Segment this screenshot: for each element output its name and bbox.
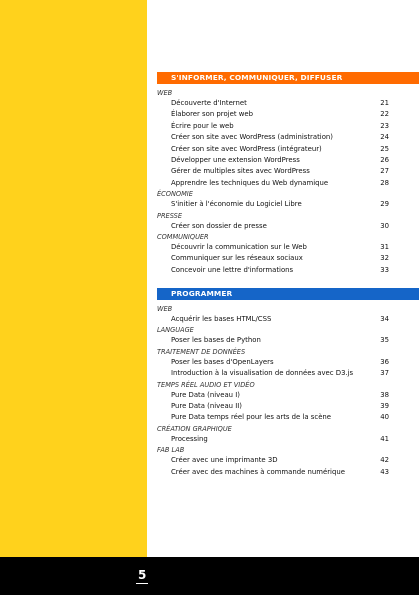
toc-entry[interactable] [157, 121, 419, 132]
toc-entry-label: Découverte d'Internet [171, 99, 247, 107]
page-number: 5 [138, 568, 147, 582]
toc-entry-page-number: 33 [380, 265, 389, 274]
toc-entry[interactable] [157, 253, 419, 264]
toc-entry-page-number: 35 [380, 336, 389, 345]
toc-entry-page-number: 38 [380, 390, 389, 399]
toc-entry-page-number: 39 [380, 402, 389, 411]
toc-entry-page-number: 32 [380, 254, 389, 263]
toc-entry-label: Découvrir la communication sur le Web [171, 242, 307, 251]
toc-entry-page-number: 29 [380, 200, 389, 209]
toc-entry-label: Écrire pour le web [171, 121, 234, 130]
toc-entry[interactable] [157, 242, 419, 253]
toc-entry-page-number: 27 [380, 167, 389, 176]
toc-entry-label: Introduction à la visualisation de données avec D3.js [171, 369, 354, 378]
toc-entry-label: Élaborer son projet web [171, 110, 253, 119]
toc-entry-page-number: 41 [380, 434, 389, 443]
page-footer [0, 557, 419, 595]
toc-entry-label: Créer avec des machines à commande numérique [171, 467, 345, 476]
toc-entry-label: Apprendre les techniques du Web dynamique [171, 178, 329, 187]
category-label: ÉCONOMIE [157, 190, 193, 199]
toc-entry-label: Créer son site avec WordPress (administration) [171, 133, 333, 142]
toc-entry-page-number: 22 [380, 110, 389, 119]
toc-entry[interactable] [157, 455, 419, 466]
toc-entry[interactable] [157, 265, 419, 276]
toc-entry-label: Pure Data temps réel pour les arts de la scène [171, 413, 332, 422]
toc-entry-label: Acquérir les bases HTML/CSS [171, 315, 272, 324]
toc-entry-label: Concevoir une lettre d'informations [171, 265, 294, 274]
category-label: CRÉATION GRAPHIQUE [157, 424, 232, 433]
toc-entry-page-number: 24 [380, 133, 389, 142]
toc-entry-page-number: 42 [380, 456, 389, 465]
toc-entry-label: Pure Data (niveau II) [171, 402, 242, 411]
toc-entry-page-number: 21 [380, 99, 389, 107]
toc-entry-label: Développer une extension WordPress [171, 155, 300, 164]
toc-entry[interactable] [157, 314, 419, 325]
toc-entry[interactable] [157, 155, 419, 166]
toc-entry-label: Créer avec une imprimante 3D [171, 456, 278, 465]
toc-entry-page-number: 28 [380, 178, 389, 187]
category-label: WEB [157, 305, 173, 314]
toc-entry-page-number: 36 [380, 357, 389, 366]
toc-entry[interactable] [157, 368, 419, 379]
toc-entry-page-number: 40 [380, 413, 389, 422]
toc-entry-label: Pure Data (niveau I) [171, 390, 240, 399]
section-header: S'INFORMER, COMMUNIQUER, DIFFUSER [157, 72, 419, 84]
toc-entry-page-number: 31 [380, 242, 389, 251]
toc-entry-label: Poser les bases de Python [171, 336, 261, 345]
toc-entry[interactable] [157, 199, 419, 210]
category-label: LANGUAGE [157, 326, 194, 335]
toc-entry-page-number: 30 [380, 221, 389, 230]
toc-entry-page-number: 34 [380, 315, 389, 324]
toc-entry[interactable] [157, 109, 419, 120]
toc-entry-label: Créer son site avec WordPress (intégrateur) [171, 144, 322, 153]
category-label: FAB LAB [157, 446, 185, 455]
section-spacer [157, 276, 419, 288]
toc-entry[interactable] [157, 357, 419, 368]
toc-entry-page-number: 25 [380, 144, 389, 153]
yellow-side-panel [0, 0, 147, 557]
toc-entry[interactable] [157, 98, 419, 109]
toc-entry-page-number: 43 [380, 467, 389, 476]
toc-entry[interactable] [157, 335, 419, 346]
toc-entry[interactable] [157, 221, 419, 232]
toc-entry-label: Poser les bases d'OpenLayers [171, 357, 274, 366]
toc-entry-page-number: 37 [380, 369, 389, 378]
toc-entry-page-number: 23 [380, 121, 389, 130]
toc-entry[interactable] [157, 434, 419, 445]
toc-entry[interactable] [157, 390, 419, 401]
toc-entry[interactable] [157, 178, 419, 189]
toc-entry-label: Créer son dossier de presse [171, 221, 267, 230]
toc-entry[interactable] [157, 467, 419, 478]
toc-entry[interactable] [157, 132, 419, 143]
category-label: TRAITEMENT DE DONNÉES [157, 347, 246, 356]
toc-entry[interactable] [157, 166, 419, 177]
toc-entry[interactable] [157, 412, 419, 423]
toc-entry-page-number: 26 [380, 155, 389, 164]
toc-entry-label: Communiquer sur les réseaux sociaux [171, 254, 303, 263]
table-of-contents [157, 72, 419, 478]
section-header: PROGRAMMER [157, 288, 419, 300]
category-label: COMMUNIQUER [157, 232, 209, 241]
toc-entry-label: S'initier à l'économie du Logiciel Libre [171, 200, 302, 209]
toc-entry[interactable] [157, 401, 419, 412]
toc-entry[interactable] [157, 144, 419, 155]
toc-entry-label: Gérer de multiples sites avec WordPress [171, 167, 310, 176]
category-label: PRESSE [157, 211, 183, 220]
toc-entry-label: Processing [171, 434, 208, 443]
category-label: WEB [157, 89, 173, 97]
category-label: TEMPS RÉEL AUDIO ET VIDÉO [157, 380, 255, 389]
